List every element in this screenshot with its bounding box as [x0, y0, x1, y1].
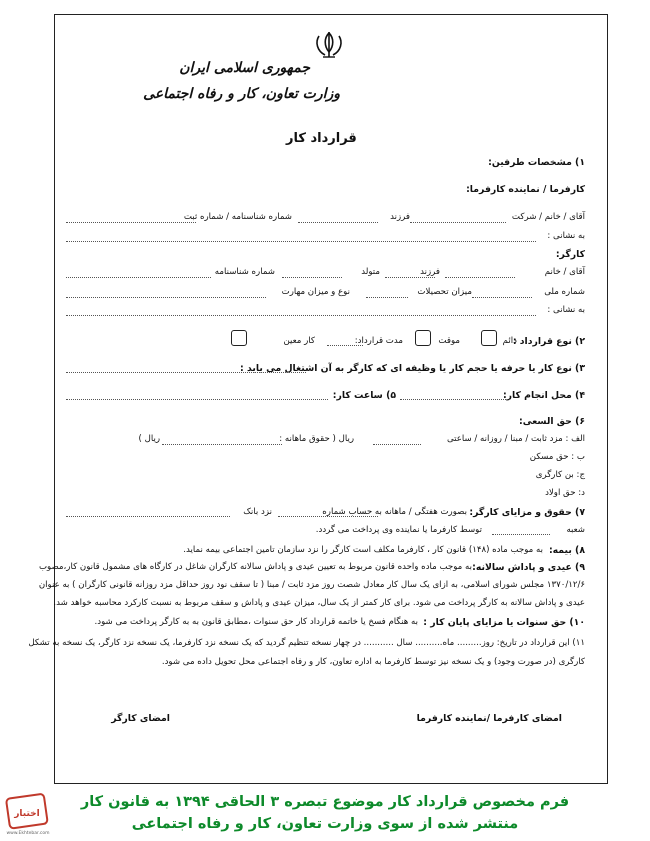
s4-label: ۴) محل انجام کار:: [502, 390, 585, 401]
s7-text: بصورت هفتگی / ماهانه به حساب شماره: [322, 507, 467, 517]
page-title: قرارداد کار: [286, 131, 357, 146]
employer-address-label: به نشانی :: [547, 231, 585, 241]
footer-line1: فرم مخصوص قرارداد کار موضوع تبصره ۳ الحاقی ۱۳۹۴ به قانون کار: [80, 794, 570, 810]
s5-label: ۵) ساعت کار:: [332, 390, 396, 401]
header-ministry: وزارت تعاون، کار و رفاه اجتماعی: [143, 86, 340, 102]
s7-bank: نزد بانک: [243, 507, 272, 517]
fixed-job-label: کار معین: [283, 336, 315, 346]
s6-alef: الف : مزد ثابت / مبنا / روزانه / ساعتی: [446, 434, 585, 444]
employer-id-field[interactable]: [66, 222, 196, 223]
employer-address-field[interactable]: [66, 241, 536, 242]
employer-name-label: آقای / خانم / شرکت: [511, 212, 585, 222]
worker-child-field[interactable]: [385, 277, 435, 278]
s11-l1: ۱۱) این قرارداد در تاریخ: روز......... ماه.......... سال ........... در چهار نسخه تنظیم گردید که یک نسخه نزد کارفرما، یک نسخه نزد کارگر، یک نسخه به تشکل: [28, 638, 585, 648]
logo-text: اختبار: [14, 809, 40, 819]
s7-line2: توسط کارفرما یا نماینده وی پرداخت می گردد.: [315, 525, 482, 535]
s6-alef-field[interactable]: [373, 444, 421, 445]
s9-heading: ۹) عیدی و پاداش سالانه:: [472, 562, 585, 573]
worker-child-label: فرزند: [420, 267, 440, 277]
duration-label: مدت قرارداد:: [354, 336, 403, 346]
employer-name-field[interactable]: [410, 222, 506, 223]
employer-child-label: فرزند: [390, 212, 410, 222]
s10-heading: ۱۰) حق سنوات یا مزایای پایان کار :: [423, 617, 585, 628]
s6-rial1: ریال ( حقوق ماهانه :: [279, 434, 354, 444]
temporary-checkbox[interactable]: [415, 330, 431, 346]
iran-emblem-icon: [312, 30, 346, 60]
national-no-label: شماره ملی: [544, 287, 585, 297]
s8-heading: ۸) بیمه:: [548, 545, 585, 556]
s7-heading: ۷) حقوق و مزایای کارگر:: [469, 507, 585, 518]
worker-name-label: آقای / خانم: [544, 267, 585, 277]
bank-field[interactable]: [66, 516, 230, 517]
s11-l2: کارگری (در صورت وجود) و یک نسخه نیز توسط کارفرما به اداره تعاون، کار و رفاه اجتماعی محل تحویل داده می شود.: [161, 657, 585, 667]
worker-address-label: به نشانی :: [547, 305, 585, 315]
skill-label: نوع و میزان مهارت: [281, 287, 350, 297]
logo-url: www.Ekhtebar.com: [6, 831, 50, 836]
employer-signature-label: امضای کارفرما /نماینده کارفرما: [416, 713, 562, 724]
s9-l3: عیدی و پاداش سالانه به کارگر پرداخت می شود. برای کار کمتر از یک سال، میزان عیدی و پاداش و سقف مربوط به نسبت کارکرد محاسبه خواهد شد.: [53, 598, 585, 608]
worker-heading: کارگر:: [555, 249, 585, 260]
s9-l1: به موجب ماده واحده قانون مربوط به تعیین عیدی و پاداش سالانه کارگران شاغل در کارگاه های مشمول قانون کار،مصوب: [38, 562, 472, 572]
worker-id-label: شماره شناسنامه: [214, 267, 275, 277]
s6-rial2: ریال ): [138, 434, 160, 444]
s4-field[interactable]: [400, 399, 510, 400]
s9-l2: ۱۳۷۰/۱۲/۶ مجلس شورای اسلامی، به ازای یک سال کار معادل شصت روز مزد ثابت / مبنا ( تا سقف نود روز حداقل مزد روزانه قانونی کارگران ) به عنوان: [38, 580, 585, 590]
s6-heading: ۶) حق السعی:: [519, 416, 585, 427]
s6-jim: ج: بن کارگری: [535, 470, 585, 480]
worker-address-field[interactable]: [66, 315, 536, 316]
education-field[interactable]: [366, 297, 408, 298]
s3-field[interactable]: [66, 372, 306, 373]
skill-field[interactable]: [66, 297, 266, 298]
s6-be: ب : حق مسکن: [529, 452, 585, 462]
s7-branch: شعبه: [566, 525, 585, 535]
s10-text: به هنگام فسخ یا خاتمه قرارداد کار حق سنوات ،مطابق قانون به به کارگر پرداخت می شود.: [94, 617, 418, 627]
account-field[interactable]: [278, 516, 378, 517]
worker-id-field[interactable]: [66, 277, 211, 278]
fixed-job-checkbox[interactable]: [231, 330, 247, 346]
worker-name-field[interactable]: [445, 277, 515, 278]
s6-dal: د: حق اولاد: [545, 488, 585, 498]
worker-signature-label: امضای کارگر: [111, 713, 170, 724]
header-republic: جمهوری اسلامی ایران: [179, 60, 310, 76]
s8-text: به موجب ماده (۱۴۸) قانون کار ، کارفرما مکلف است کارگر را نزد سازمان تامین اجتماعی بیمه نماید.: [183, 545, 543, 555]
education-label: میزان تحصیلات: [417, 287, 472, 297]
worker-born-label: متولد: [361, 267, 380, 277]
temporary-label: موقت: [438, 336, 460, 346]
duration-field[interactable]: [327, 345, 363, 346]
s3-text: ۳) نوع کار یا حرفه یا حجم کار یا وظیفه ای که کارگر به آن اشتغال می یابد :: [240, 363, 585, 374]
footer-line2: منتشر شده از سوی وزارت تعاون، کار و رفاه اجتماعی: [131, 816, 519, 832]
employer-id-label: شماره شناسنامه / شماره ثبت: [183, 212, 292, 222]
worker-born-field[interactable]: [282, 277, 342, 278]
permanent-checkbox[interactable]: [481, 330, 497, 346]
s1-heading: ۱) مشخصات طرفین:: [488, 157, 585, 168]
branch-field[interactable]: [492, 534, 550, 535]
permanent-label: دائم: [502, 336, 517, 346]
national-no-field[interactable]: [472, 297, 532, 298]
employer-child-field[interactable]: [298, 222, 378, 223]
s6-monthly-field[interactable]: [162, 444, 282, 445]
s2-heading: ۲) نوع قرارداد :: [512, 336, 585, 347]
s5-field[interactable]: [66, 399, 328, 400]
employer-heading: کارفرما / نماینده کارفرما:: [466, 184, 585, 195]
